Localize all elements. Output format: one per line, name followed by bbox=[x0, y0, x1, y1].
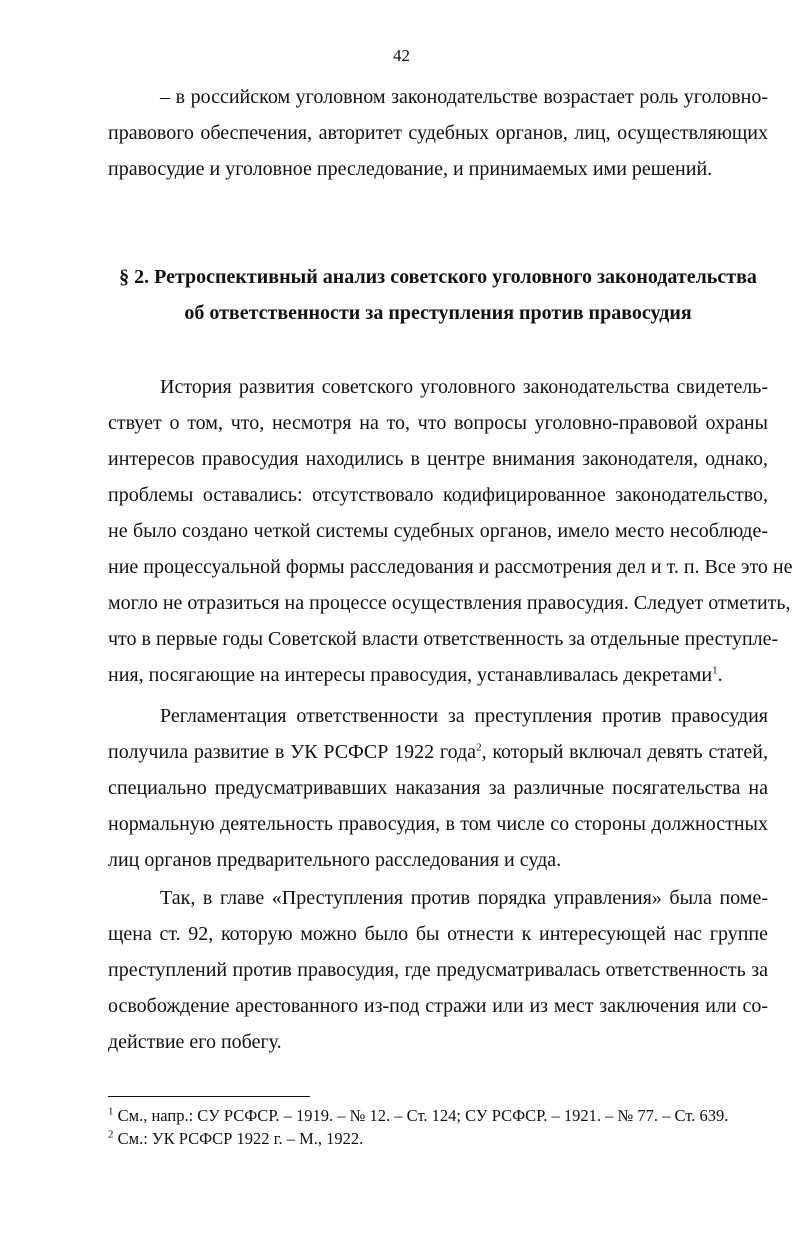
text-line: Регламентация ответственности за преступления против правосудия bbox=[160, 705, 768, 727]
text-line: ния, посягающие на интересы правосудия, устанавливалась декретами$^1$. bbox=[108, 664, 723, 686]
text-line: ствует о том, что, несмотря на то, что вопросы уголовно-правовой охраны bbox=[108, 412, 768, 434]
text-line: интересов правосудия находились в центре внимания законодателя, однако, bbox=[108, 448, 768, 470]
text-line: проблемы оставались: отсутствовало кодифицированное законодательство, bbox=[108, 484, 768, 506]
text-fragment: , который включал девять статей, bbox=[481, 741, 768, 763]
text-line: освобождение арестованного из-под стражи или из мест заключения или со- bbox=[108, 995, 768, 1017]
footnote bbox=[108, 1106, 728, 1126]
footnote-divider bbox=[108, 1096, 310, 1097]
text-fragment: получила развитие в УК РСФСР 1922 года bbox=[108, 741, 477, 763]
footnote-text: См.: УК РСФСР 1922 г. – М., 1922. bbox=[117, 1129, 364, 1148]
text-line: правосудие и уголовное преследование, и принимаемых ими решений. bbox=[108, 158, 713, 180]
footnote-mark: 1 bbox=[108, 1105, 114, 1118]
text-line: преступлений против правосудия, где предусматривалась ответственность за bbox=[108, 959, 768, 981]
text-line: – в российском уголовном законодательстве возрастает роль уголовно- bbox=[160, 86, 768, 108]
footnote-text: См., напр.: СУ РСФСР. – 1919. – № 12. – Ст. 124; СУ РСФСР. – 1921. – № 77. – Ст. 639. bbox=[117, 1106, 729, 1125]
text-fragment: ния, посягающие на интересы правосудия, устанавливалась декретами bbox=[108, 664, 713, 686]
text-line: ние процессуальной формы расследования и рассмотрения дел и т. п. Все это не bbox=[108, 556, 793, 578]
text-line bbox=[108, 740, 768, 764]
text-line: могло не отразиться на процессе осуществления правосудия. Следует отметить, bbox=[108, 592, 791, 614]
text-line: щена ст. 92, которую можно было бы отнести к интересующей нас группе bbox=[108, 923, 768, 945]
page-number: 42 bbox=[393, 46, 410, 65]
footnote-mark: 2 bbox=[108, 1128, 114, 1141]
footnote-ref: 2 bbox=[476, 741, 482, 754]
text-line: нормальную деятельность правосудия, в том числе со стороны должностных bbox=[108, 813, 768, 835]
text-line: специально предусматривавших наказания за различные посягательства на bbox=[108, 777, 768, 799]
footnote bbox=[108, 1129, 363, 1149]
text-line: лиц органов предварительного расследования и суда. bbox=[108, 849, 562, 871]
text-line: Так, в главе «Преступления против порядка управления» была поме- bbox=[160, 887, 768, 909]
section-heading-line: § 2. Ретроспективный анализ советского уголовного законодательства bbox=[119, 266, 757, 288]
text-line: не было создано четкой системы судебных органов, имело место несоблюде- bbox=[108, 520, 768, 542]
text-line: правового обеспечения, авторитет судебных органов, лиц, осуществляющих bbox=[108, 122, 768, 144]
section-heading-line: об ответственности за преступления против правосудия bbox=[184, 302, 692, 324]
text-line: действие его побегу. bbox=[108, 1031, 282, 1053]
text-line: что в первые годы Советской власти ответственность за отдельные преступле- bbox=[108, 628, 779, 650]
text-line: История развития советского уголовного законодательства свидетель- bbox=[160, 376, 768, 398]
footnote-ref: 1 bbox=[712, 664, 718, 677]
